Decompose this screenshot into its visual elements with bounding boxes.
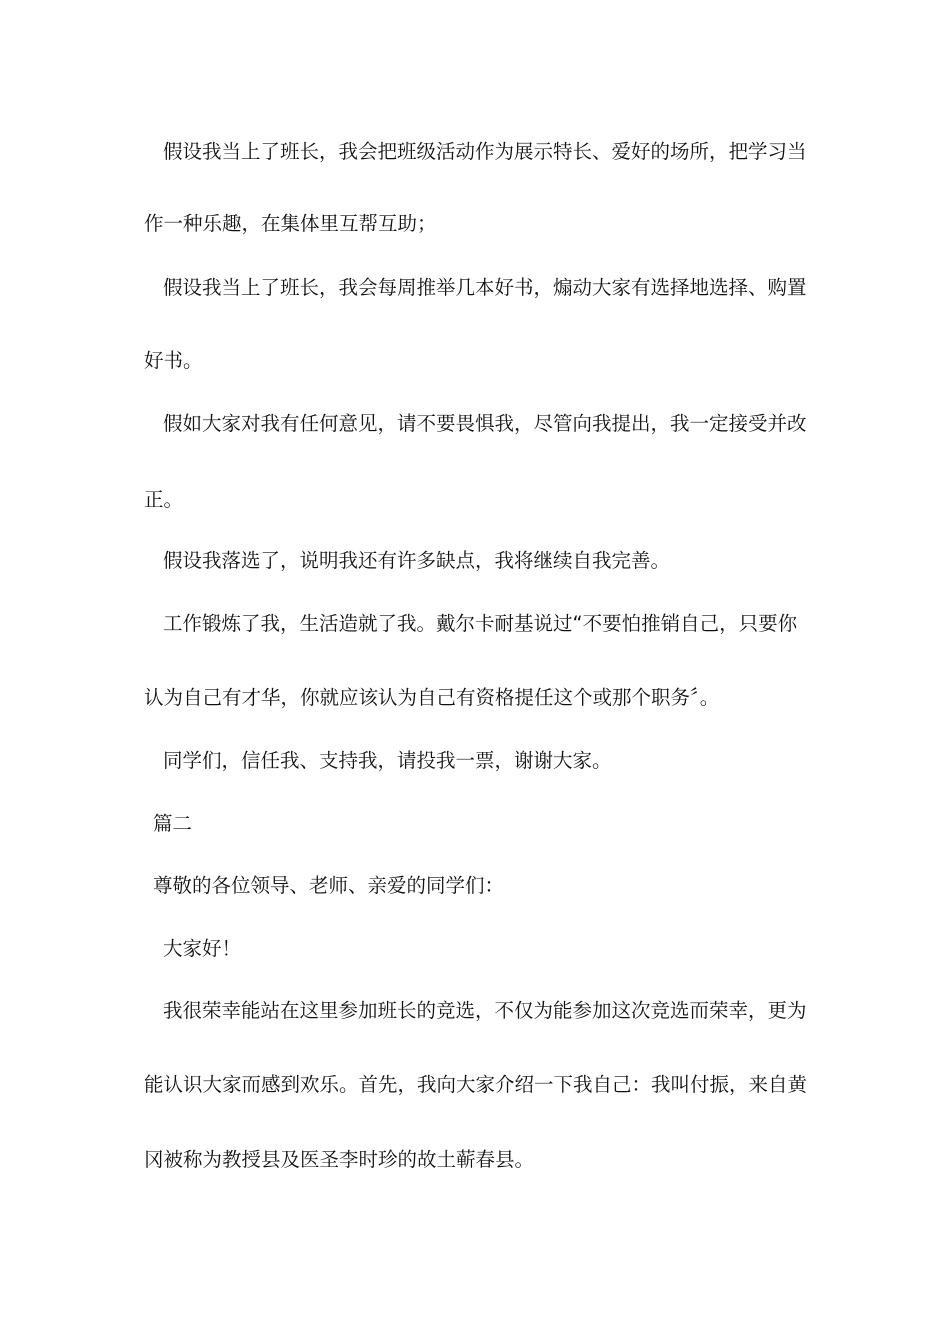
paragraph-line: 假设我当上了班长，我会把班级活动作为展示特长、爱好的场所，把学习当 bbox=[163, 140, 807, 163]
paragraph-line: 假设我落选了，说明我还有许多缺点，我将继续自我完善。 bbox=[163, 549, 671, 572]
paragraph-line: 我很荣幸能站在这里参加班长的竞选，不仅为能参加这次竞选而荣幸，更为 bbox=[163, 999, 807, 1022]
paragraph-line: 工作锻炼了我，生活造就了我。戴尔卡耐基说过“不要怕推销自己，只要你 bbox=[163, 612, 798, 635]
paragraph-line: 正。 bbox=[144, 488, 184, 511]
paragraph-line: 认为自己有才华，你就应该认为自己有资格提任这个或那个职务〞。 bbox=[144, 686, 720, 709]
paragraph-line: 同学们，信任我、支持我，请投我一票，谢谢大家。 bbox=[163, 749, 612, 772]
section-heading: 篇二 bbox=[153, 812, 193, 835]
salutation-line: 尊敬的各位领导、老师、亲爱的同学们： bbox=[153, 874, 505, 897]
paragraph-line: 能认识大家而感到欢乐。首先，我向大家介绍一下我自己：我叫付振，来自黄 bbox=[144, 1073, 808, 1096]
greeting-line: 大家好！ bbox=[163, 937, 242, 960]
paragraph-line: 好书。 bbox=[144, 349, 203, 372]
paragraph-line: 假设我当上了班长，我会每周推举几本好书，煽动大家有选择地选择、购置 bbox=[163, 276, 807, 299]
paragraph-line: 作一种乐趣，在集体里互帮互助； bbox=[144, 212, 437, 235]
paragraph-line: 假如大家对我有任何意见，请不要畏惧我，尽管向我提出，我一定接受并改 bbox=[163, 412, 807, 435]
paragraph-line: 冈被称为教授县及医圣李时珍的故土蕲春县。 bbox=[144, 1148, 535, 1171]
